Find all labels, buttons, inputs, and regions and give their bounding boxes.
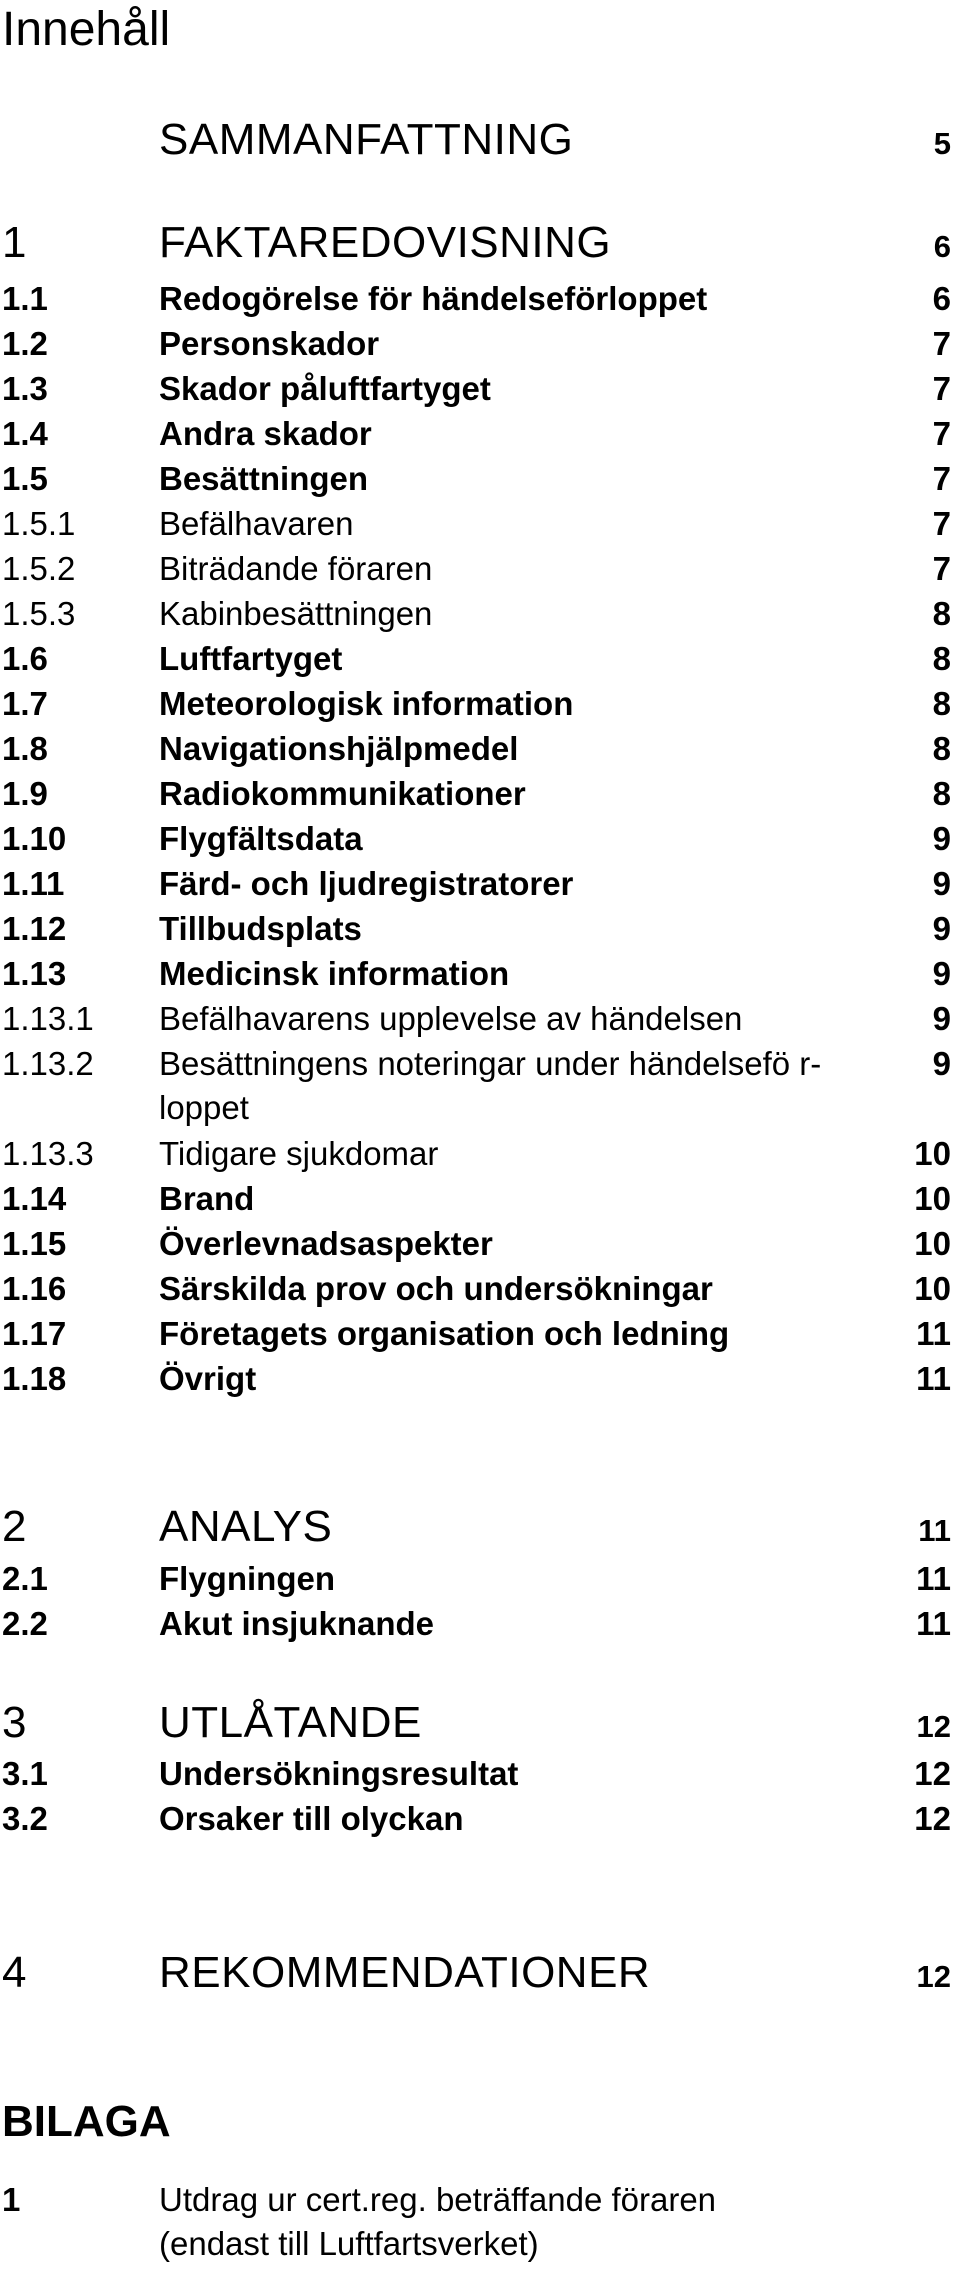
toc-entry-1-3[interactable] [0, 367, 960, 407]
toc-entry-faktaredovisning[interactable] [0, 217, 960, 267]
toc-entry-title: Besättningens noteringar under händelsefö r- [159, 1045, 822, 1082]
toc-entry-title: Färd- och ljudregistratorer [159, 865, 574, 902]
toc-entry-1-8[interactable] [0, 727, 960, 767]
toc-entry-number: 2 [2, 1502, 27, 1551]
toc-entry-page: 12 [914, 1755, 951, 1792]
toc-entry-1-15[interactable] [0, 1222, 960, 1262]
toc-entry-1-10[interactable] [0, 817, 960, 857]
toc-entry-title-continuation: loppet [159, 1089, 249, 1126]
toc-entry-number: 2.1 [2, 1560, 48, 1597]
toc-entry-number: 1.17 [2, 1315, 67, 1352]
toc-entry-analys[interactable] [0, 1501, 960, 1551]
toc-entry-title: Företagets organisation och ledning [159, 1315, 730, 1352]
toc-entry-utlatande[interactable] [0, 1697, 960, 1747]
toc-entry-title: Flygningen [159, 1560, 335, 1597]
toc-entry-number: 1.5 [2, 460, 48, 497]
toc-entry-sammanfattning[interactable] [0, 114, 960, 164]
toc-entry-1-5-1[interactable] [0, 502, 960, 542]
toc-entry-page: 12 [914, 1800, 951, 1837]
toc-entry-1-7[interactable] [0, 682, 960, 722]
toc-entry-page: 10 [914, 1135, 951, 1172]
toc-entry-1-1[interactable] [0, 277, 960, 317]
toc-entry-2-2[interactable] [0, 1602, 960, 1642]
toc-entry-page: 12 [916, 1959, 951, 1994]
toc-entry-number: 3 [2, 1698, 27, 1747]
toc-entry-title: FAKTAREDOVISNING [159, 218, 612, 267]
toc-entry-page: 10 [914, 1180, 951, 1217]
toc-entry-title: Personskador [159, 325, 380, 362]
toc-entry-title: Undersökningsresultat [159, 1755, 519, 1792]
toc-entry-page: 7 [932, 325, 951, 362]
toc-entry-number: 1.1 [2, 280, 48, 317]
toc-entry-number: 1.7 [2, 685, 48, 722]
toc-entry-number: 1.6 [2, 640, 48, 677]
toc-entry-number: 1.8 [2, 730, 48, 767]
toc-entry-number: 3.1 [2, 1755, 48, 1792]
toc-entry-number: 1.13 [2, 955, 67, 992]
toc-entry-page: 6 [932, 280, 951, 317]
toc-entry-1-12[interactable] [0, 907, 960, 947]
toc-entry-page: 8 [932, 685, 951, 722]
toc-entry-page: 11 [916, 1315, 951, 1352]
appendix-title-line-2: (endast till Luftfartsverket) [159, 2225, 539, 2262]
toc-entry-number: 1.9 [2, 775, 48, 812]
appendix-heading: BILAGA [2, 2097, 171, 2146]
toc-entry-title: Redogörelse för händelseförloppet [159, 280, 708, 317]
toc-entry-title: Meteorologisk information [159, 685, 574, 722]
toc-entry-1-17[interactable] [0, 1312, 960, 1352]
toc-entry-title: Medicinsk information [159, 955, 510, 992]
toc-entry-1-13-2[interactable] [0, 1042, 960, 1130]
page-title: Innehåll [2, 3, 171, 56]
toc-entry-page: 9 [932, 865, 951, 902]
toc-entry-2-1[interactable] [0, 1557, 960, 1597]
toc-entry-title: Skador påluftfartyget [159, 370, 491, 407]
toc-entry-number: 1.10 [2, 820, 67, 857]
toc-entry-page: 10 [914, 1270, 951, 1307]
toc-entry-1-2[interactable] [0, 322, 960, 362]
toc-entry-title: Luftfartyget [159, 640, 343, 677]
toc-entry-title: Särskilda prov och undersökningar [159, 1270, 713, 1307]
toc-entry-number: 1.4 [2, 415, 48, 452]
toc-entry-title: Flygfältsdata [159, 820, 363, 857]
toc-entry-1-18[interactable] [0, 1357, 960, 1397]
toc-entry-number: 1.14 [2, 1180, 67, 1217]
toc-entry-number: 1.13.3 [2, 1135, 94, 1172]
toc-entry-number: 1.13.1 [2, 1000, 94, 1037]
toc-entry-title: Tidigare sjukdomar [159, 1135, 439, 1172]
toc-entry-page: 10 [914, 1225, 951, 1262]
toc-entry-page: 8 [932, 640, 951, 677]
toc-entry-1-6[interactable] [0, 637, 960, 677]
toc-entry-rekommendationer[interactable] [0, 1947, 960, 1997]
toc-entry-title: Akut insjuknande [159, 1605, 435, 1642]
appendix-entry[interactable] [0, 2178, 960, 2268]
toc-entry-1-5-3[interactable] [0, 592, 960, 632]
appendix-number: 1 [2, 2181, 21, 2218]
toc-entry-number: 1.3 [2, 370, 48, 407]
toc-entry-title: Övrigt [159, 1360, 257, 1397]
toc-entry-1-5[interactable] [0, 457, 960, 497]
toc-entry-page: 8 [932, 730, 951, 767]
toc-entry-title: Orsaker till olyckan [159, 1800, 464, 1837]
toc-entry-page: 11 [916, 1605, 951, 1642]
toc-entry-page: 5 [933, 126, 951, 161]
toc-entry-number: 3.2 [2, 1800, 48, 1837]
toc-entry-title: Biträdande föraren [159, 550, 433, 587]
appendix-title-line-1: Utdrag ur cert.reg. beträffande föraren [159, 2181, 717, 2218]
toc-entry-page: 7 [932, 370, 951, 407]
toc-entry-page: 9 [932, 820, 951, 857]
toc-entry-page: 8 [932, 595, 951, 632]
toc-entry-page: 6 [933, 229, 951, 264]
toc-entry-1-13-1[interactable] [0, 997, 960, 1037]
toc-entry-title: Befälhavarens upplevelse av händelsen [159, 1000, 743, 1037]
toc-entry-1-4[interactable] [0, 412, 960, 452]
toc-entry-page: 9 [932, 1045, 951, 1082]
toc-entry-title: REKOMMENDATIONER [159, 1948, 651, 1997]
toc-entry-page: 9 [932, 910, 951, 947]
toc-entry-page: 7 [932, 505, 951, 542]
toc-entry-page: 11 [916, 1360, 951, 1397]
toc-entry-title: Navigationshjälpmedel [159, 730, 519, 767]
toc-entry-number: 1.11 [2, 865, 65, 902]
toc-entry-title: UTLÅTANDE [159, 1698, 422, 1747]
toc-entry-page: 7 [932, 460, 951, 497]
toc-entry-title: SAMMANFATTNING [159, 115, 574, 164]
toc-entry-1-9[interactable] [0, 772, 960, 812]
toc-entry-title: Tillbudsplats [159, 910, 362, 947]
toc-entry-number: 1.5.1 [2, 505, 76, 542]
toc-entry-page: 11 [916, 1560, 951, 1597]
toc-entry-title: Andra skador [159, 415, 372, 452]
toc-entry-number: 1.18 [2, 1360, 67, 1397]
toc-entry-1-16[interactable] [0, 1267, 960, 1307]
toc-entry-title: ANALYS [159, 1502, 333, 1551]
toc-entry-page: 9 [932, 955, 951, 992]
toc-entry-number: 1 [2, 218, 27, 267]
toc-entry-title: Brand [159, 1180, 255, 1217]
toc-entry-number: 1.2 [2, 325, 48, 362]
toc-entry-page: 9 [932, 1000, 951, 1037]
toc-entry-number: 1.15 [2, 1225, 67, 1262]
toc-entry-3-2[interactable] [0, 1797, 960, 1837]
toc-entry-title: Överlevnadsaspekter [159, 1225, 493, 1262]
toc-entry-number: 1.5.3 [2, 595, 76, 632]
toc-entry-title: Radiokommunikationer [159, 775, 526, 812]
toc-entry-title: Befälhavaren [159, 505, 354, 542]
toc-entry-page: 11 [918, 1513, 951, 1548]
toc-entry-number: 1.5.2 [2, 550, 76, 587]
toc-entry-1-13[interactable] [0, 952, 960, 992]
toc-entry-page: 7 [932, 550, 951, 587]
toc-entry-page: 12 [916, 1709, 951, 1744]
toc-entry-3-1[interactable] [0, 1752, 960, 1792]
toc-entry-number: 2.2 [2, 1605, 48, 1642]
toc-entry-number: 1.12 [2, 910, 67, 947]
toc-entry-1-5-2[interactable] [0, 547, 960, 587]
toc-entry-page: 7 [932, 415, 951, 452]
toc-entry-number: 1.13.2 [2, 1045, 94, 1082]
toc-entry-title: Kabinbesättningen [159, 595, 433, 632]
toc-entry-number: 1.16 [2, 1270, 67, 1307]
toc-entry-1-13-3[interactable] [0, 1132, 960, 1172]
toc-entry-number: 4 [2, 1948, 27, 1997]
toc-entry-1-11[interactable] [0, 862, 960, 902]
toc-entry-1-14[interactable] [0, 1177, 960, 1217]
toc-entry-page: 8 [932, 775, 951, 812]
toc-entry-title: Besättningen [159, 460, 369, 497]
